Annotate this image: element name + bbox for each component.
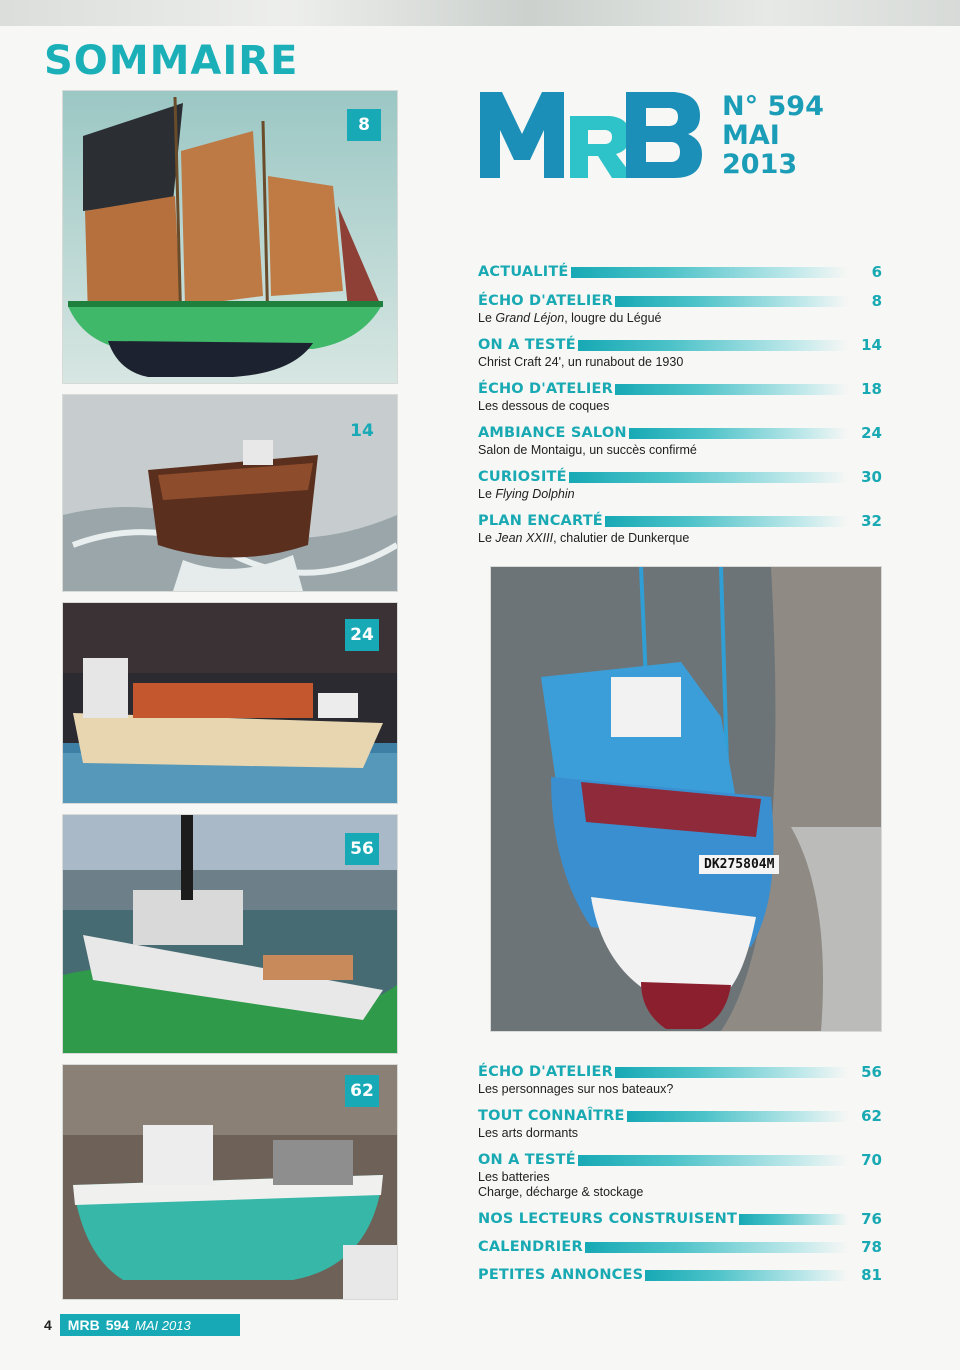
toc-section: ÉCHO D'ATELIER	[478, 1064, 613, 1080]
top-photo-strip	[0, 0, 960, 26]
toc-section: ON A TESTÉ	[478, 337, 576, 353]
issue-number: N° 594	[722, 91, 824, 122]
footer-page-number: 4	[44, 1317, 52, 1333]
toc-section: CALENDRIER	[478, 1239, 583, 1255]
photo-page-badge: 56	[345, 833, 379, 865]
toc-page: 70	[861, 1151, 882, 1169]
toc-bar	[615, 1067, 848, 1078]
footer-issue: 594	[105, 1317, 130, 1333]
toc-bar	[615, 384, 848, 395]
toc-bar	[578, 1155, 848, 1166]
toc-subtitle: Les batteries	[478, 1170, 550, 1184]
toc-entry[interactable]	[478, 1265, 882, 1285]
toc-entry[interactable]	[478, 1106, 882, 1141]
toc-page: 56	[861, 1063, 882, 1081]
toc-section: AMBIANCE SALON	[478, 425, 627, 441]
toc-page: 18	[861, 380, 882, 398]
toc-entry[interactable]	[478, 1237, 882, 1257]
toc-entry[interactable]	[478, 262, 882, 282]
issue-info	[722, 92, 824, 179]
toc-page: 78	[861, 1238, 882, 1256]
toc-entry[interactable]	[478, 335, 882, 370]
toc-bar	[578, 340, 848, 351]
toc-section: PLAN ENCARTÉ	[478, 513, 603, 529]
toc-entry[interactable]	[478, 467, 882, 502]
footer-logo: MRB	[67, 1317, 100, 1333]
toc-bar	[571, 267, 848, 278]
toc-section: PETITES ANNONCES	[478, 1267, 644, 1283]
toc-section: TOUT CONNAÎTRE	[478, 1108, 625, 1124]
photo-page-badge: 24	[345, 619, 379, 651]
toc-section: ON A TESTÉ	[478, 1152, 576, 1168]
toc-bottom	[478, 1062, 882, 1285]
toc-bar	[569, 472, 848, 483]
toc-entry[interactable]	[478, 511, 882, 546]
photo-lougre	[62, 90, 398, 384]
toc-entry[interactable]	[478, 1150, 882, 1200]
toc-subtitle: Les dessous de coques	[478, 399, 610, 413]
toc-page: 6	[871, 263, 882, 281]
toc-subtitle: Salon de Montaigu, un succès confirmé	[478, 443, 697, 457]
toc-section: ACTUALITÉ	[478, 264, 569, 280]
toc-bar	[627, 1111, 848, 1122]
toc-entry[interactable]	[478, 1209, 882, 1229]
toc-bar	[629, 428, 848, 439]
photo-page-badge: 14	[350, 421, 374, 441]
toc-bar	[585, 1242, 848, 1253]
photo-salon	[62, 602, 398, 804]
mrb-logo	[478, 86, 704, 180]
toc-page: 24	[861, 424, 882, 442]
toc-entry[interactable]	[478, 1062, 882, 1097]
toc-page: 8	[871, 292, 882, 310]
toc-bar	[645, 1270, 848, 1281]
toc-page: 32	[861, 512, 882, 530]
toc-page: 14	[861, 336, 882, 354]
toc-page: 62	[861, 1107, 882, 1125]
toc-subtitle-line2: Charge, décharge & stockage	[478, 1185, 644, 1199]
photo-jean-xxiii	[490, 566, 882, 1032]
toc-bar	[615, 296, 848, 307]
toc-section: ÉCHO D'ATELIER	[478, 381, 613, 397]
issue-year: 2013	[722, 149, 798, 180]
toc-bar	[605, 516, 848, 527]
toc-subtitle: Le Grand Léjon, lougre du Légué	[478, 311, 662, 325]
boat-registration: DK275804M	[699, 855, 779, 874]
photo-page-badge: 62	[345, 1075, 379, 1107]
issue-month: MAI	[722, 120, 780, 151]
toc-subtitle: Le Jean XXIII, chalutier de Dunkerque	[478, 531, 690, 545]
photo-steamer	[62, 814, 398, 1054]
photo-trawler-exhibit	[62, 1064, 398, 1300]
toc-subtitle: Le Flying Dolphin	[478, 487, 575, 501]
toc-entry[interactable]	[478, 423, 882, 458]
toc-subtitle: Christ Craft 24', un runabout de 1930	[478, 355, 684, 369]
footer-date: MAI 2013	[135, 1317, 191, 1333]
page-title: SOMMAIRE	[44, 38, 299, 84]
photo-runabout	[62, 394, 398, 592]
toc-page: 30	[861, 468, 882, 486]
toc-page: 81	[861, 1266, 882, 1284]
toc-section: CURIOSITÉ	[478, 469, 567, 485]
toc-bar	[739, 1214, 848, 1225]
toc-section: ÉCHO D'ATELIER	[478, 293, 613, 309]
toc-page: 76	[861, 1210, 882, 1228]
page-footer	[44, 1314, 240, 1336]
toc-top	[478, 262, 882, 546]
toc-subtitle: Les arts dormants	[478, 1126, 579, 1140]
toc-entry[interactable]	[478, 291, 882, 326]
toc-entry[interactable]	[478, 379, 882, 414]
footer-issue-box	[60, 1314, 240, 1336]
toc-section: NOS LECTEURS CONSTRUISENT	[478, 1211, 738, 1227]
toc-subtitle: Les personnages sur nos bateaux?	[478, 1082, 674, 1096]
photo-page-badge: 8	[347, 109, 381, 141]
